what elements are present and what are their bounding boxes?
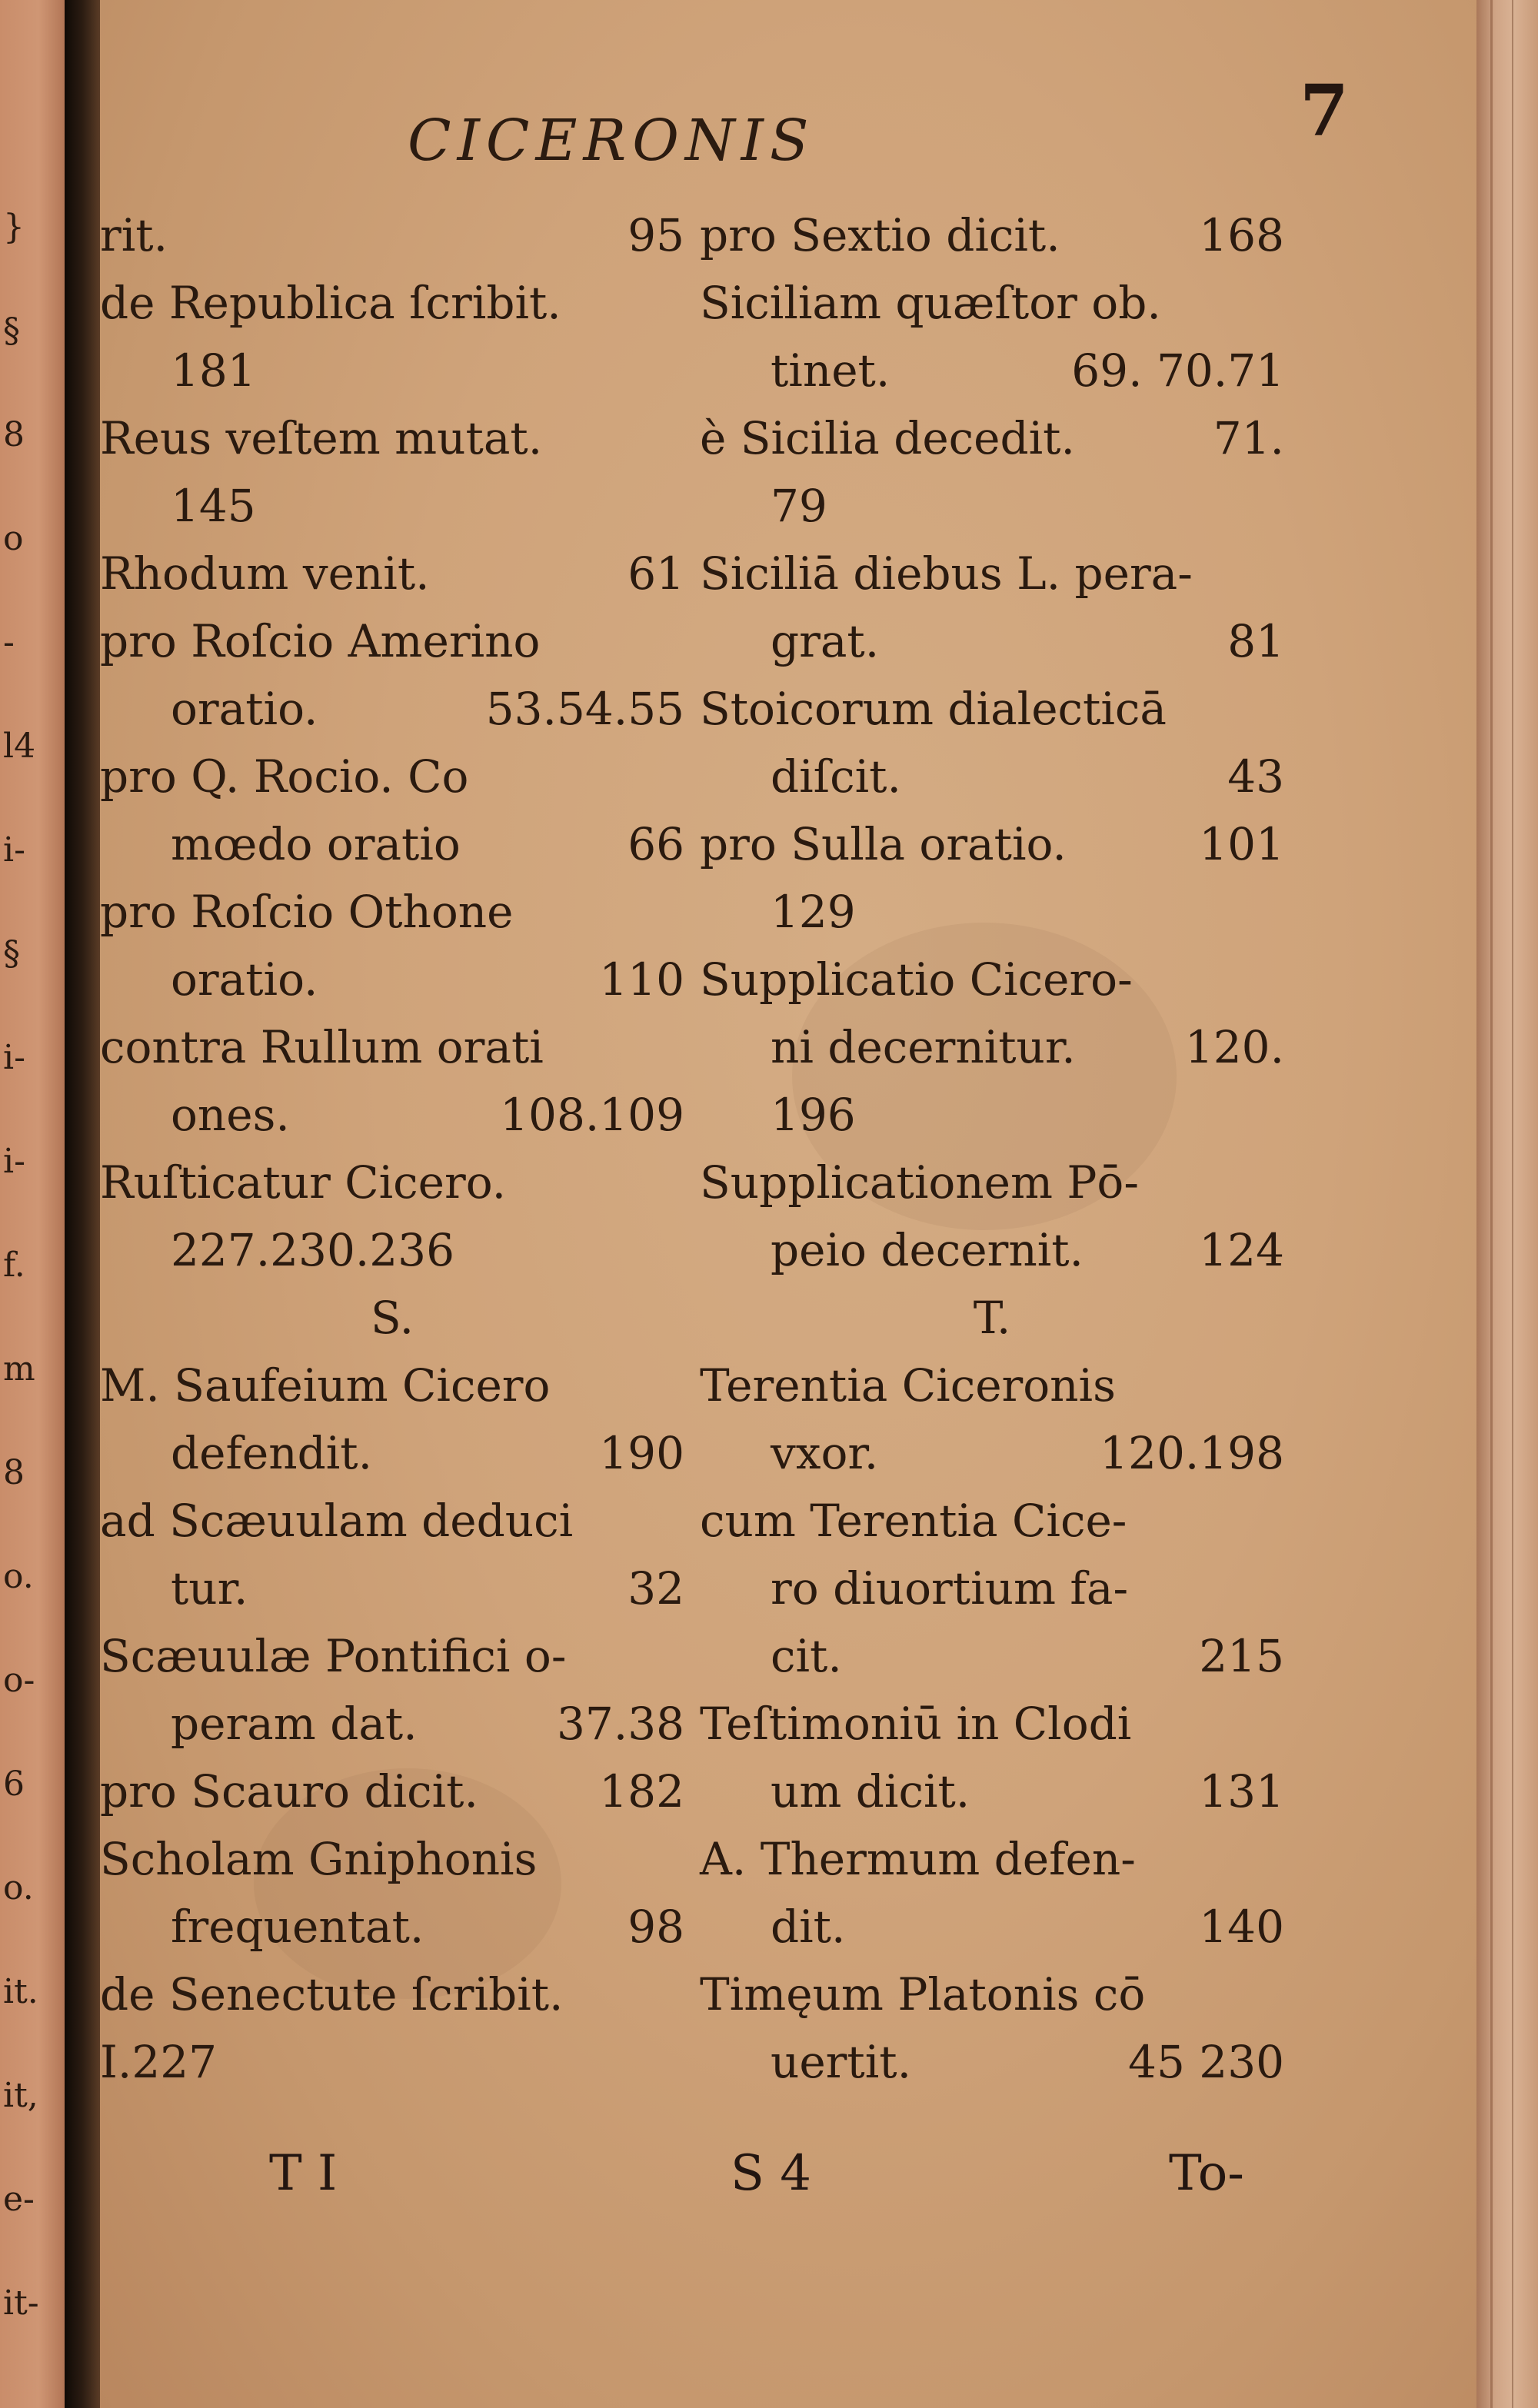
entry-text: pro Scauro dicit. [100, 1765, 478, 1818]
index-entry [100, 404, 684, 472]
index-entry [100, 201, 684, 269]
entry-text: ad Scæuulam deduci [100, 1495, 574, 1547]
entry-text: Ruſticatur Cicero. [100, 1156, 507, 1209]
index-entry [100, 540, 684, 607]
running-title: CICERONIS [408, 108, 815, 174]
entry-page-ref: 108.109 [500, 1089, 684, 1141]
margin-fragment: § [3, 311, 20, 351]
index-column-right [700, 201, 1284, 2096]
index-entry [700, 1825, 1284, 1893]
entry-page-ref: 98 [628, 1901, 684, 1953]
margin-fragment: - [3, 623, 15, 662]
entry-text: pro Roſcio Amerino [100, 615, 541, 667]
entry-page-ref: 120. [1184, 1021, 1284, 1073]
entry-page-ref: 140 [1199, 1901, 1284, 1953]
index-entry [700, 1419, 1284, 1487]
entry-page-ref: 168 [1199, 209, 1284, 261]
index-entry [100, 1758, 684, 1825]
entry-text: rit. [100, 209, 168, 261]
entry-text: contra Rullum orati [100, 1021, 544, 1073]
margin-fragment: 8 [3, 415, 25, 454]
entry-page-ref: 81 [1227, 615, 1284, 667]
entry-page-ref: 66 [628, 818, 684, 870]
index-entry [700, 1758, 1284, 1825]
index-entry [700, 1216, 1284, 1284]
index-entry [100, 1555, 684, 1622]
entry-text: A. Thermum defen- [700, 1833, 1136, 1885]
entry-page-ref: 190 [599, 1427, 684, 1479]
entry-text: pro Sulla oratio. [700, 818, 1067, 870]
entry-text: Siciliam quæſtor ob. [700, 277, 1161, 329]
index-entry [100, 1284, 684, 1352]
entry-text: mœdo oratio [171, 818, 461, 870]
index-entry [700, 472, 1284, 540]
index-entry [700, 946, 1284, 1013]
page-number: 7 [1300, 69, 1350, 152]
index-entry [100, 1961, 684, 2028]
index-entry [700, 404, 1284, 472]
index-entry [700, 1961, 1284, 2028]
index-entry [700, 540, 1284, 607]
entry-text: dit. [771, 1901, 846, 1953]
index-entry [100, 269, 684, 337]
entry-text: frequentat. [171, 1901, 424, 1953]
entry-text: pro Q. Rocio. Co [100, 750, 469, 803]
entry-text: ones. [171, 1089, 290, 1141]
entry-text: Terentia Ciceronis [700, 1359, 1116, 1412]
entry-text: pro Roſcio Othone [100, 886, 514, 938]
index-entry [700, 337, 1284, 404]
entry-text: ni decernitur. [771, 1021, 1076, 1073]
entry-text: è Sicilia decedit. [700, 412, 1075, 464]
index-entry [100, 1622, 684, 1690]
index-entry [100, 607, 684, 675]
entry-page-ref: 32 [628, 1562, 684, 1615]
index-entry [100, 1216, 684, 1284]
index-entry [100, 1013, 684, 1081]
entry-page-ref: 110 [599, 953, 684, 1006]
margin-fragment: m [3, 1349, 35, 1389]
entry-text: tur. [171, 1562, 248, 1615]
index-entry [100, 472, 684, 540]
entry-text: Scholam Gniphonis [100, 1833, 538, 1885]
entry-text: grat. [771, 615, 880, 667]
entry-text: 227.230.236 [171, 1224, 454, 1276]
index-entry [100, 1825, 684, 1893]
index-entry [700, 1352, 1284, 1419]
margin-fragment: it. [3, 1972, 38, 2011]
index-entry [100, 1893, 684, 1961]
entry-text: de Republica ſcribit. [100, 277, 561, 329]
entry-text: M. Saufeium Cicero [100, 1359, 551, 1412]
entry-page-ref: 124 [1199, 1224, 1284, 1276]
index-entry [100, 1081, 684, 1149]
entry-page-ref: 120.198 [1100, 1427, 1284, 1479]
entry-text: Teſtimoniū in Clodi [700, 1698, 1132, 1750]
entry-text: diſcit. [771, 750, 901, 803]
entry-page-ref: 43 [1227, 750, 1284, 803]
index-entry [100, 1487, 684, 1555]
margin-fragment: e- [3, 2180, 35, 2219]
entry-text: oratio. [171, 683, 318, 735]
entry-page-ref: 45 230 [1128, 2036, 1284, 2088]
margin-fragment: 8 [3, 1453, 25, 1492]
entry-text: um dicit. [771, 1765, 970, 1818]
entry-text: Rhodum venit. [100, 547, 430, 600]
margin-fragment: l4 [3, 727, 36, 766]
index-entry [700, 1149, 1284, 1216]
entry-text: Siciliā diebus L. pera- [700, 547, 1193, 600]
index-entry [700, 675, 1284, 743]
entry-text: tinet. [771, 344, 891, 397]
entry-page-ref: 95 [628, 209, 684, 261]
entry-text: ro diuortium fa- [771, 1562, 1129, 1615]
entry-text: Supplicationem Pō- [700, 1156, 1139, 1209]
index-entry [100, 1419, 684, 1487]
margin-fragment: o- [3, 1661, 35, 1700]
margin-fragment: it- [3, 2283, 39, 2323]
entry-text: Supplicatio Cicero- [700, 953, 1133, 1006]
entry-text: vxor. [771, 1427, 879, 1479]
index-entry [700, 1284, 1284, 1352]
entry-page-ref: 53.54.55 [485, 683, 684, 735]
entry-text: Scæuulæ Pontifici o- [100, 1630, 567, 1682]
entry-text: 181 [171, 344, 256, 397]
index-entry [100, 337, 684, 404]
index-entry [700, 1555, 1284, 1622]
margin-fragment: o. [3, 1557, 34, 1596]
entry-text: uertit. [771, 2036, 912, 2088]
index-entry [700, 1622, 1284, 1690]
entry-page-ref: 69. 70.71 [1071, 344, 1284, 397]
entry-text: cit. [771, 1630, 842, 1682]
entry-page-ref: 37.38 [556, 1698, 684, 1750]
index-entry [700, 2028, 1284, 2096]
book-page [100, 0, 1476, 2408]
index-entry [700, 1487, 1284, 1555]
index-entry [700, 810, 1284, 878]
index-entry [100, 1352, 684, 1419]
margin-fragment: i- [3, 1038, 25, 1077]
entry-text: Reus veſtem mutat. [100, 412, 543, 464]
entry-text: pro Sextio dicit. [700, 209, 1060, 261]
entry-page-ref: 131 [1199, 1765, 1284, 1818]
margin-fragment: § [3, 934, 20, 973]
entry-text: 196 [771, 1089, 856, 1141]
index-entry [100, 743, 684, 810]
entry-text: peram dat. [171, 1698, 418, 1750]
signature-mark: S 4 [731, 2145, 811, 2202]
entry-text: defendit. [171, 1427, 373, 1479]
page-edge [1476, 0, 1538, 2408]
entry-text: de Senectute ſcribit. [100, 1968, 564, 2021]
entry-page-ref: 71. [1213, 412, 1284, 464]
entry-text: 145 [171, 480, 256, 532]
entry-page-ref: 61 [628, 547, 684, 600]
index-entry [100, 946, 684, 1013]
margin-fragment: i- [3, 1142, 25, 1181]
entry-text: S. [370, 1292, 414, 1344]
index-column-left [100, 201, 684, 2096]
index-entry [100, 878, 684, 946]
index-entry [700, 1081, 1284, 1149]
book-gutter [65, 0, 100, 2408]
entry-text: 129 [771, 886, 856, 938]
index-entry [100, 2028, 684, 2096]
index-entry [100, 675, 684, 743]
index-entry [700, 1690, 1284, 1758]
index-entry [700, 607, 1284, 675]
entry-page-ref: 215 [1199, 1630, 1284, 1682]
index-entry [100, 1149, 684, 1216]
margin-fragment: it, [3, 2076, 38, 2115]
entry-text: peio decernit. [771, 1224, 1084, 1276]
index-entry [100, 810, 684, 878]
margin-fragment: o. [3, 1868, 34, 1907]
index-entry [700, 1893, 1284, 1961]
index-entry [700, 743, 1284, 810]
margin-fragment: i- [3, 830, 25, 870]
margin-fragment: o [3, 519, 24, 558]
entry-text: oratio. [171, 953, 318, 1006]
entry-text: cum Terentia Cice- [700, 1495, 1127, 1547]
index-entry [700, 878, 1284, 946]
entry-text: Timęum Platonis cō [700, 1968, 1146, 2021]
entry-text: 79 [771, 480, 827, 532]
adjacent-page-strip [0, 0, 65, 2408]
entry-text: I.227 [100, 2036, 218, 2088]
index-entry [100, 1690, 684, 1758]
index-entry [700, 201, 1284, 269]
entry-text: Stoicorum dialecticā [700, 683, 1167, 735]
margin-fragment: } [3, 208, 25, 247]
ornament: T I [269, 2145, 338, 2202]
margin-fragment: 6 [3, 1764, 25, 1804]
index-entry [700, 269, 1284, 337]
index-entry [700, 1013, 1284, 1081]
entry-page-ref: 182 [599, 1765, 684, 1818]
entry-page-ref: 101 [1199, 818, 1284, 870]
margin-fragment: f. [3, 1246, 25, 1285]
catchword: To- [1169, 2145, 1244, 2202]
entry-text: T. [973, 1292, 1011, 1344]
